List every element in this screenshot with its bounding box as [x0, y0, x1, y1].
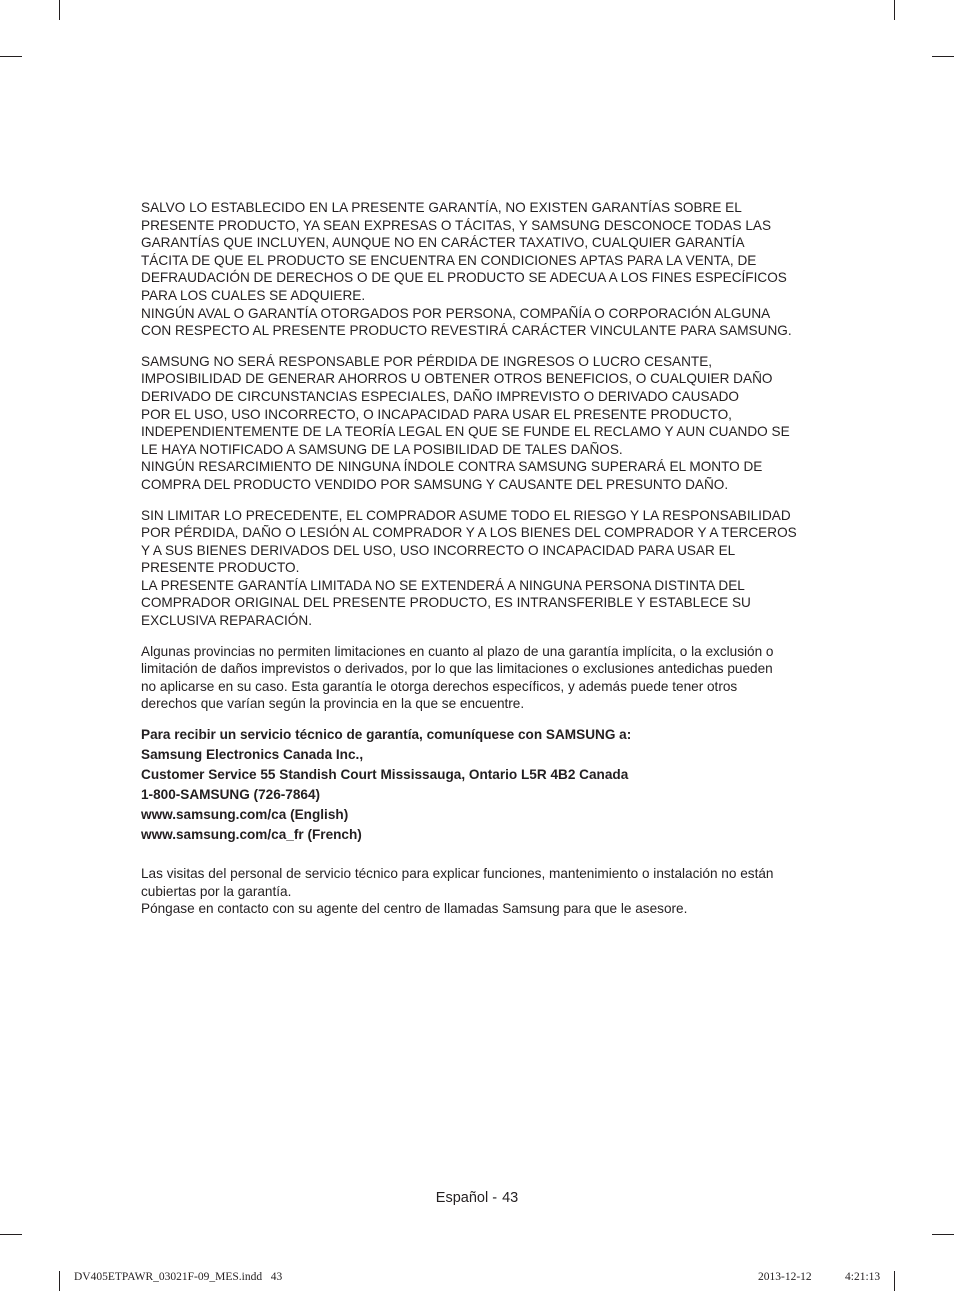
slug-filename: DV405ETPAWR_03021F-09_MES.indd 43: [74, 1271, 283, 1283]
disclaimer-paragraph-1: SALVO LO ESTABLECIDO EN LA PRESENTE GARANTÍA, NO EXISTEN GARANTÍAS SOBRE EL PRESENTE PRODUCTO, YA SEAN EXPRESAS O TÁCITAS, Y SAMSUNG DESCONOCE TODAS LAS GARANTÍAS QUE INCLUYEN, AUNQUE NO EN CARÁCTER TAXATIVO, CUALQUIER GARANTÍA TÁCITA DE QUE EL PRODUCTO SE ENCUENTRA EN CONDICIONES APTAS PARA LA VENTA, DE DEFRAUDACIÓN DE DERECHOS O DE QUE EL PRODUCTO SE ADECUA A LOS FINES ESPECÍFICOS PARA LOS CUALES SE ADQUIERE. NINGÚN AVAL O GARANTÍA OTORGADOS POR PERSONA, COMPAÑÍA O CORPORACIÓN ALGUNA CON RESPECTO AL PRESENTE PRODUCTO REVESTIRÁ CARÁCTER VINCULANTE PARA SAMSUNG.: [141, 200, 792, 339]
disclaimer-paragraph-2: SAMSUNG NO SERÁ RESPONSABLE POR PÉRDIDA DE INGRESOS O LUCRO CESANTE, IMPOSIBILIDAD DE GENERAR AHORROS U OBTENER OTROS BENEFICIOS, O CUALQUIER DAÑO DERIVADO DE CIRCUNSTANCIAS ESPECIALES, DAÑO IMPREVISTO O DERIVADO CAUSADO POR EL USO, USO INCORRECTO, O INCAPACIDAD PARA USAR EL PRESENTE PRODUCTO, INDEPENDIENTEMENTE DE LA TEORÍA LEGAL EN QUE SE FUNDE EL RECLAMO Y AUN CUANDO SE LE HAYA NOTIFICADO A SAMSUNG DE LA POSIBILIDAD DE TALES DAÑOS. NINGÚN RESARCIMIENTO DE NINGUNA ÍNDOLE CONTRA SAMSUNG SUPERARÁ EL MONTO DE COMPRA DEL PRODUCTO VENDIDO POR SAMSUNG Y CAUSANTE DEL PRESUNTO DAÑO.: [141, 353, 790, 492]
crop-mark-bottom-right-h: [932, 1234, 954, 1235]
crop-mark-bottom-right: [894, 1271, 895, 1291]
contact-website-french: www.samsung.com/ca_fr (French): [141, 827, 362, 843]
contact-intro: Para recibir un servicio técnico de garantía, comuníquese con SAMSUNG a:: [141, 727, 632, 743]
contact-block: [141, 725, 831, 845]
page-number: 43: [502, 1190, 519, 1206]
page-footer: [0, 1190, 954, 1206]
service-visits-paragraph: Las visitas del personal de servicio técnico para explicar funciones, mantenimiento o instalación no están cubiertas por la garantía. Póngase en contacto con su agente del centro de llamadas Samsung para que le asesore.: [141, 866, 774, 917]
warranty-text: [141, 199, 831, 918]
crop-mark-bottom-left-h: [0, 1234, 22, 1235]
footer-language: Español -: [435, 1190, 498, 1206]
crop-mark-top-right: [894, 0, 895, 20]
crop-mark-bottom-left: [59, 1271, 60, 1291]
contact-phone: 1-800-SAMSUNG (726-7864): [141, 787, 321, 803]
disclaimer-paragraph-3: SIN LIMITAR LO PRECEDENTE, EL COMPRADOR ASUME TODO EL RIESGO Y LA RESPONSABILIDAD POR PÉRDIDA, DAÑO O LESIÓN AL COMPRADOR Y A LOS BIENES DEL COMPRADOR Y A TERCEROS Y A SUS BIENES DERIVADOS DEL USO, USO INCORRECTO O INCAPACIDAD PARA USAR EL PRESENTE PRODUCTO. LA PRESENTE GARANTÍA LIMITADA NO SE EXTENDERÁ A NINGUNA PERSONA DISTINTA DEL COMPRADOR ORIGINAL DEL PRESENTE PRODUCTO, ES INTRANSFERIBLE Y ESTABLECE SU EXCLUSIVA REPARACIÓN.: [141, 507, 797, 629]
crop-mark-top-right-h: [932, 56, 954, 57]
slug-date: 2013-12-12: [758, 1271, 812, 1283]
contact-address: Customer Service 55 Standish Court Mississauga, Ontario L5R 4B2 Canada: [141, 767, 629, 783]
crop-mark-top-left: [59, 0, 60, 20]
provinces-paragraph: Algunas provincias no permiten limitaciones en cuanto al plazo de una garantía implícita, o la exclusión o limitación de daños imprevistos o derivados, por lo que las limitaciones o exclusiones antedichas pueden no aplicarse en su caso. Esta garantía le otorga derechos específicos, y además puede tener otros derechos que varían según la provincia en la que se encuentre.: [141, 643, 774, 712]
contact-website-english: www.samsung.com/ca (English): [141, 807, 349, 823]
slug-time: 4:21:13: [845, 1271, 881, 1283]
crop-mark-top-left-h: [0, 56, 22, 57]
contact-company: Samsung Electronics Canada Inc.,: [141, 747, 364, 763]
